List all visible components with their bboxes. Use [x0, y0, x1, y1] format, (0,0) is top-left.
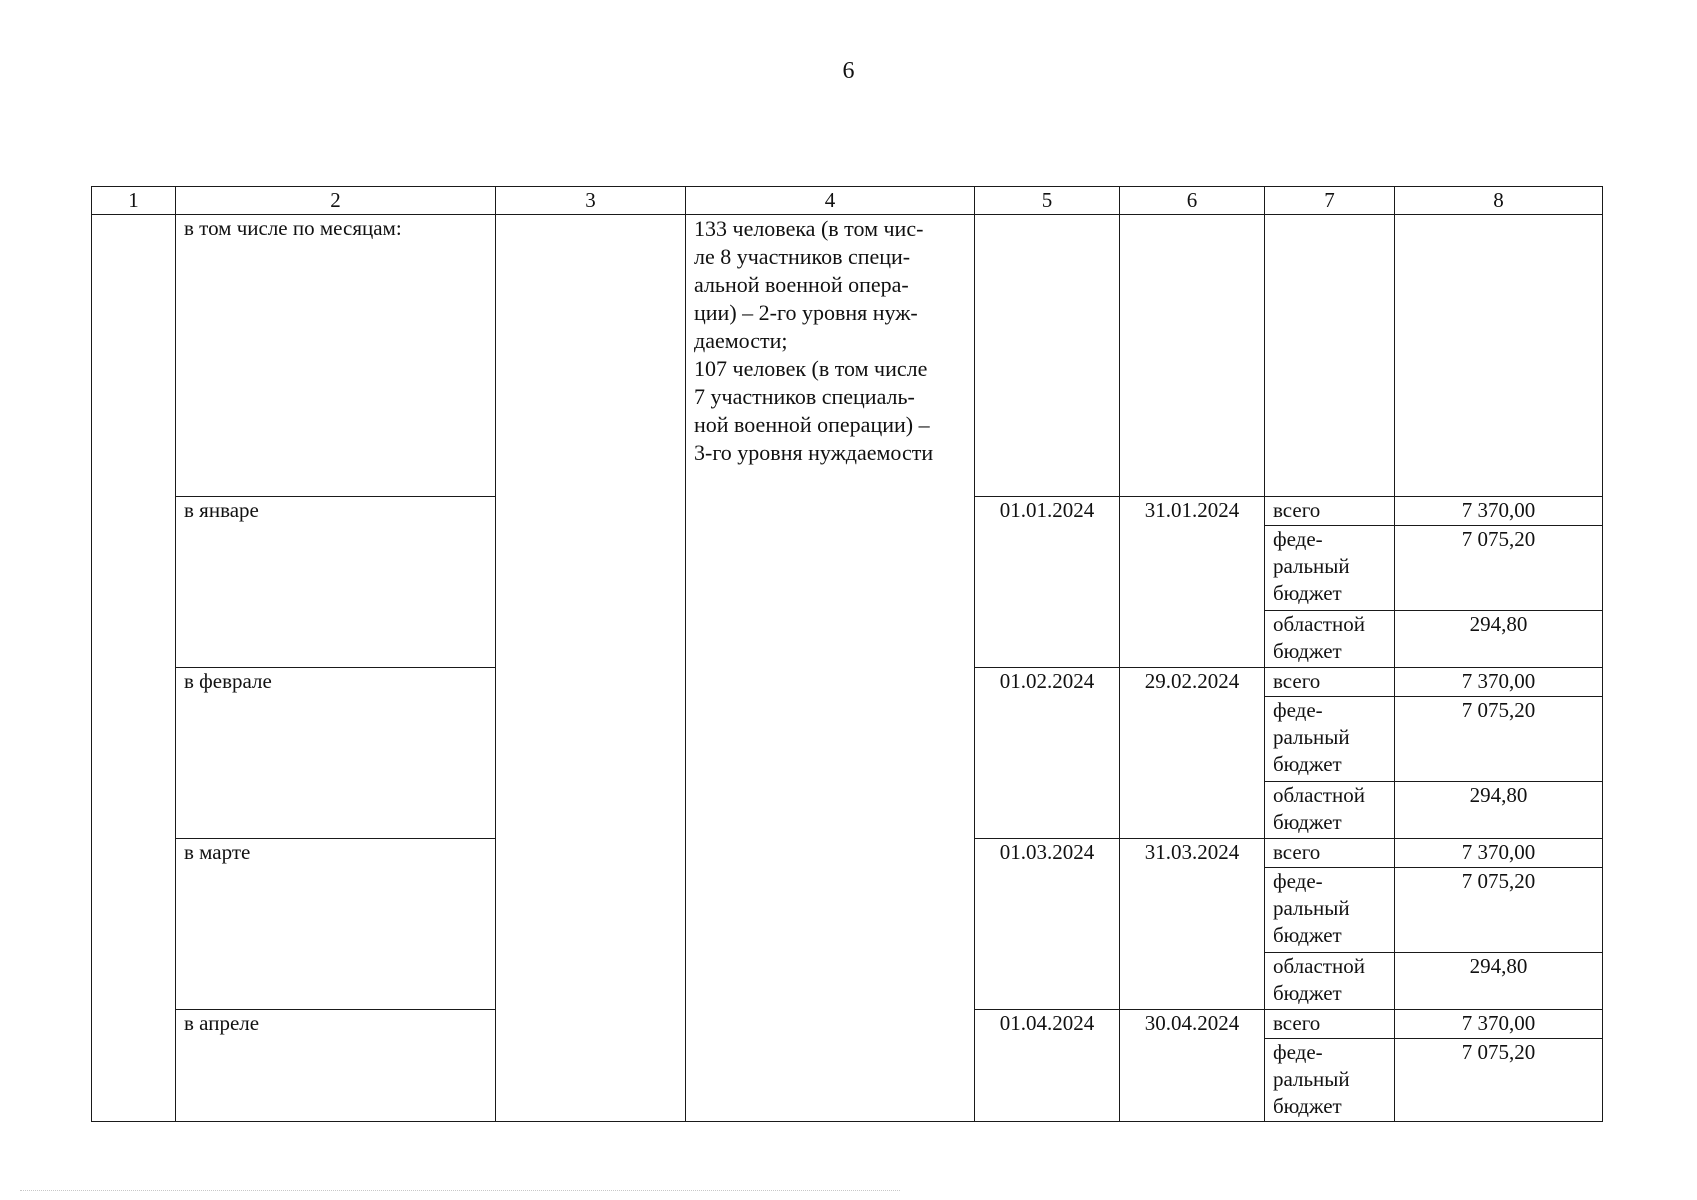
- document-table: [91, 186, 1603, 1122]
- column-header-4: 4: [686, 187, 975, 215]
- end-date: 31.03.2024: [1120, 839, 1265, 1010]
- budget-value: 7 075,20: [1395, 526, 1603, 611]
- budget-label: всего: [1265, 497, 1395, 526]
- end-date: 29.02.2024: [1120, 668, 1265, 839]
- cell-col1: [92, 215, 176, 1122]
- budget-value: 294,80: [1395, 782, 1603, 839]
- budget-value: 7 370,00: [1395, 1010, 1603, 1039]
- budget-value: 7 370,00: [1395, 668, 1603, 697]
- budget-label: феде- ральный бюджет: [1265, 868, 1395, 953]
- column-header-2: 2: [176, 187, 496, 215]
- end-date: 31.01.2024: [1120, 497, 1265, 668]
- budget-label: всего: [1265, 1010, 1395, 1039]
- budget-value: 7 075,20: [1395, 1039, 1603, 1122]
- budget-label: феде- ральный бюджет: [1265, 697, 1395, 782]
- start-date: 01.04.2024: [975, 1010, 1120, 1122]
- budget-label: всего: [1265, 839, 1395, 868]
- month-name: в январе: [176, 497, 496, 668]
- start-date: 01.03.2024: [975, 839, 1120, 1010]
- start-date: 01.02.2024: [975, 668, 1120, 839]
- month-name: в апреле: [176, 1010, 496, 1122]
- budget-label: всего: [1265, 668, 1395, 697]
- cell-col8-empty: [1395, 215, 1603, 497]
- budget-value: 7 370,00: [1395, 497, 1603, 526]
- column-header-6: 6: [1120, 187, 1265, 215]
- budget-value: 294,80: [1395, 611, 1603, 668]
- header-row: [92, 187, 1603, 215]
- column-header-3: 3: [496, 187, 686, 215]
- column-header-7: 7: [1265, 187, 1395, 215]
- end-date: 30.04.2024: [1120, 1010, 1265, 1122]
- cell-col6-empty: [1120, 215, 1265, 497]
- page-number: 6: [842, 58, 855, 84]
- cell-col3: [496, 215, 686, 1122]
- budget-label: феде- ральный бюджет: [1265, 1039, 1395, 1122]
- intro-row: [92, 215, 1603, 497]
- needs-description: 133 человека (в том чис- ле 8 участников специ- альной военной опера- ции) – 2-го уровня нуж- даемости; 107 человек (в том числе 7 участников специаль- ной военной операции) – 3-го уровня нуждаемости: [686, 215, 975, 1122]
- month-name: в марте: [176, 839, 496, 1010]
- month-name: в феврале: [176, 668, 496, 839]
- budget-label: феде- ральный бюджет: [1265, 526, 1395, 611]
- intro-label: в том числе по месяцам:: [176, 215, 496, 497]
- budget-value: 7 075,20: [1395, 868, 1603, 953]
- budget-label: областной бюджет: [1265, 953, 1395, 1010]
- scan-artifact-line: [20, 1190, 900, 1192]
- budget-value: 7 075,20: [1395, 697, 1603, 782]
- budget-value: 294,80: [1395, 953, 1603, 1010]
- budget-label: областной бюджет: [1265, 782, 1395, 839]
- column-header-5: 5: [975, 187, 1120, 215]
- column-header-1: 1: [92, 187, 176, 215]
- column-header-8: 8: [1395, 187, 1603, 215]
- budget-label: областной бюджет: [1265, 611, 1395, 668]
- cell-col7-empty: [1265, 215, 1395, 497]
- start-date: 01.01.2024: [975, 497, 1120, 668]
- cell-col5-empty: [975, 215, 1120, 497]
- budget-value: 7 370,00: [1395, 839, 1603, 868]
